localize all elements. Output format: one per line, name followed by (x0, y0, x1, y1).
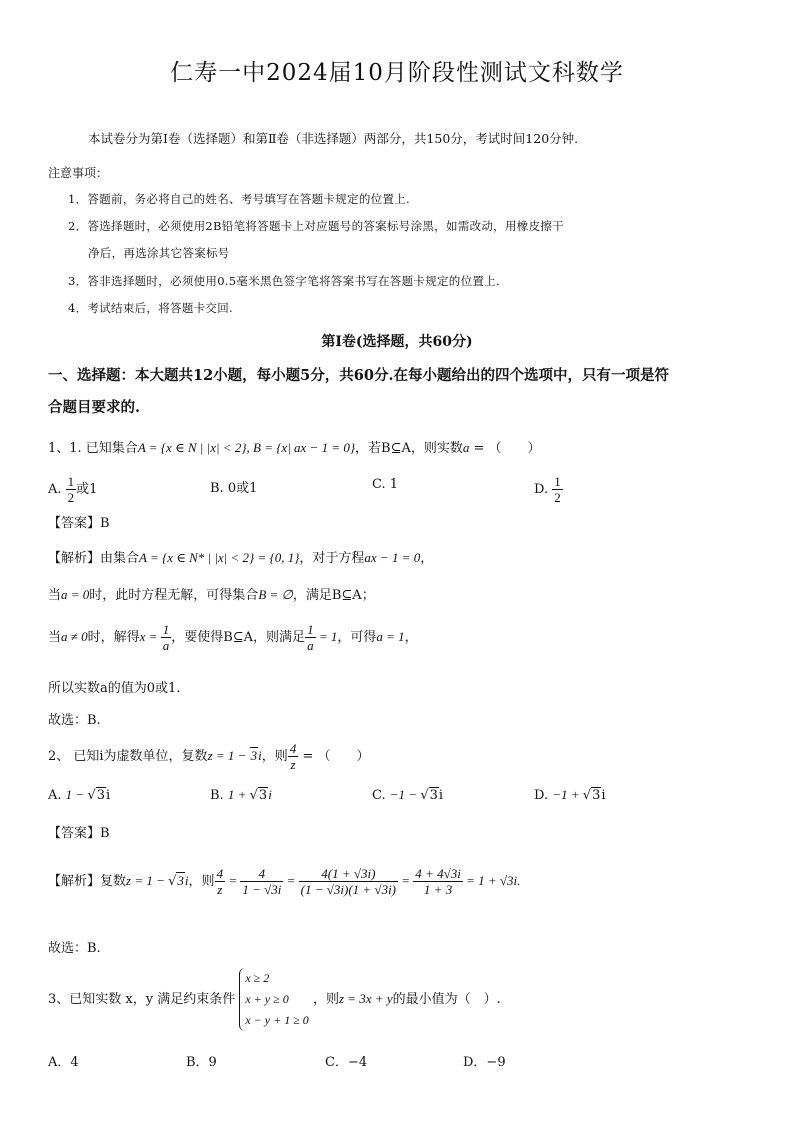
math: z = 1 − (207, 748, 250, 763)
numerator: 1 (554, 474, 561, 489)
constraint: x ≥ 2 (245, 971, 270, 985)
q3-option-c: C．−4 (325, 1055, 368, 1070)
fraction (288, 741, 299, 772)
math: −1 − (389, 787, 421, 802)
math: B = ∅ (258, 587, 293, 602)
q1-explanation-line (48, 622, 418, 653)
note-item: 4．考试结束后，将答题卡交回. (68, 301, 233, 315)
q1-explanation-line (48, 584, 375, 603)
fraction (66, 474, 77, 505)
q2-option-b: B. 1 + √3i (210, 787, 272, 803)
question-3-stem (48, 968, 501, 1031)
math: x = (139, 629, 161, 644)
fraction (305, 622, 316, 653)
math: 1 + (227, 787, 250, 802)
fraction (552, 474, 563, 505)
constraint: x − y + 1 ≥ 0 (245, 1013, 309, 1027)
constraint: x + y ≥ 0 (245, 992, 289, 1006)
math: i (601, 788, 606, 803)
part-heading: 一、选择题：本大题共12小题，每小题5分，共60分.在每小题给出的四个选项中，只有一项是符 (48, 367, 669, 384)
math: a = 0 (61, 587, 90, 602)
math: A = {x ∈ N* | |x| < 2} = {0, 1} (139, 550, 300, 565)
q2-explanation-line: 【解析】复数z = 1 − √3i，则 $\frac{4}{z}$ = $\frac{4}{1 - √3i}$ = $\frac{4(1 + √3i)}{(1 - √3i)(1 + √3i)}$ = $\frac{4 + 4√3i}{1 + 3}$ = 1 + √3i. (48, 866, 521, 897)
numerator: 4(1 + √3i) (299, 866, 398, 882)
q3-option-b: B．9 (186, 1055, 217, 1070)
fraction (240, 866, 283, 897)
denominator: 1 − √3i (242, 882, 282, 897)
math: i (268, 787, 272, 802)
text: ， (404, 630, 418, 645)
math: i (184, 873, 189, 888)
q1-option-b: B. 0或1 (210, 481, 258, 496)
text: ，则 (188, 874, 215, 889)
math: = 1 (315, 629, 338, 644)
text: ，对于方程 (299, 551, 365, 566)
part-heading-cont: 合题目要求的. (48, 399, 141, 416)
text: ，则 (312, 992, 339, 1007)
note-item: 1．答题前，务必将自己的姓名、考号填写在答题卡规定的位置上. (68, 192, 410, 206)
denominator: z (290, 757, 296, 772)
text: 时，此时方程无解，可得集合 (89, 588, 259, 603)
q1-stem-text-3: = （ ） (469, 441, 541, 456)
option-label: D. (534, 788, 549, 803)
note-item: 净后，再选涂其它答案标号 (88, 246, 230, 260)
q1-stem-text: 1、1. 已知集合 (48, 441, 138, 456)
math: = (398, 873, 414, 888)
math: = (283, 873, 299, 888)
q1-option-c: C. 1 (372, 477, 399, 492)
q1-explanation-line: 故选：B. (48, 713, 101, 728)
q1-set-expr: A = {x ∈ N | |x| < 2}, B = {x| ax − 1 = 0} (137, 440, 356, 455)
text: 【解析】由集合 (48, 551, 140, 566)
sqrt-radicand: 3 (592, 788, 601, 803)
q1-explanation-line: 所以实数a的值为0或1. (48, 681, 181, 696)
math: i (258, 748, 262, 763)
denominator: 2 (67, 490, 75, 505)
denominator: a (307, 638, 314, 653)
numerator: 1 (67, 474, 75, 489)
q2-explanation-line: 故选：B. (48, 941, 101, 956)
section-heading: 第Ⅰ卷(选择题，共60分) (321, 334, 473, 350)
text: 当 (48, 588, 62, 603)
q1-option-d (534, 474, 563, 505)
fraction (215, 866, 226, 897)
math: ax − 1 = 0 (364, 550, 421, 565)
constraint-system (239, 968, 308, 1031)
numerator: 4 + 4√3i (415, 866, 461, 881)
fraction (161, 622, 172, 653)
sqrt-radicand: 3 (250, 748, 258, 763)
fraction (299, 866, 398, 897)
option-label: A. (48, 482, 62, 497)
q1-var: a (462, 440, 470, 455)
numerator: 4 (289, 741, 297, 756)
text: ，则 (261, 749, 288, 764)
math: i (438, 788, 444, 803)
text: 3、已知实数 x，y 满足约束条件 (48, 992, 236, 1007)
math: a ≠ 0 (61, 629, 88, 644)
intro-text: 本试卷分为第Ⅰ卷（选择题）和第Ⅱ卷（非选择题）两部分，共150分，考试时间120分钟. (88, 131, 579, 146)
math: −1 + (552, 787, 583, 802)
text: 【解析】复数 (48, 874, 127, 889)
q1-answer: 【答案】B (48, 516, 110, 531)
q2-answer: 【答案】B (48, 826, 110, 841)
math: = (225, 873, 241, 888)
numerator: 1 (307, 622, 314, 637)
denominator: a (162, 638, 170, 653)
page-title: 仁寿一中2024届10月阶段性测试文科数学 (170, 60, 624, 86)
question-2-stem (48, 741, 369, 772)
fraction (413, 866, 463, 897)
numerator: 4 (240, 866, 283, 882)
text: 2、 已知i为虚数单位，复数 (48, 749, 208, 764)
q2-option-a: A. 1 − √3i (48, 787, 111, 803)
denominator: (1 − √3i)(1 + √3i) (300, 882, 397, 897)
q1-option-a (48, 474, 97, 505)
q2-option-d: D. −1 + √3i (534, 787, 606, 803)
text: ，满足B⊆A； (292, 588, 375, 603)
text: ，可得 (337, 630, 377, 645)
text: 的最小值为（ ）. (392, 992, 501, 1007)
numerator: 1 (162, 622, 170, 637)
numerator: 4 (216, 866, 224, 881)
note-item: 2．答选择题时，必须使用2B铅笔将答题卡上对应题号的答案标号涂黑，如需改动，用橡皮擦干 (68, 219, 564, 233)
math: 1 − (65, 787, 88, 802)
text: 时，解得 (87, 630, 140, 645)
option-tail: 或1 (76, 482, 98, 497)
option-label: D. (534, 482, 549, 497)
sqrt-radicand: 3 (258, 788, 268, 803)
sqrt-radicand: 3 (429, 788, 438, 803)
math: a = 1 (376, 629, 405, 644)
option-label: A. (48, 788, 62, 803)
q3-option-a: A．4 (48, 1055, 79, 1070)
question-1-stem (48, 437, 541, 456)
notes-heading: 注意事项： (48, 166, 109, 180)
denominator: 1 + 3 (423, 882, 453, 897)
math: i (106, 788, 111, 803)
q3-option-d: D．−9 (463, 1055, 506, 1070)
q1-stem-text-2: ，若B⊆A，则实数 (355, 441, 463, 456)
q1-explanation-line (48, 547, 433, 566)
math: z = 3x + y (338, 991, 393, 1006)
q2-option-c: C. −1 − √3i (372, 787, 444, 803)
math: z = 1 − (126, 873, 169, 888)
note-item: 3．答非选择题时，必须使用0.5毫米黑色签字笔将答案书写在答题卡规定的位置上. (68, 274, 500, 288)
text: ，要使得B⊆A，则满足 (171, 630, 306, 645)
option-label: B. (210, 788, 224, 803)
sqrt-radicand: 3 (177, 873, 184, 888)
denominator: 2 (554, 490, 561, 505)
text: = （ ） (298, 749, 370, 764)
option-label: C. (372, 788, 386, 803)
text: ， (420, 551, 434, 566)
denominator: z (217, 882, 223, 897)
math: = 1 + √3i. (462, 873, 521, 888)
text: 当 (48, 630, 62, 645)
sqrt-radicand: 3 (96, 788, 106, 803)
